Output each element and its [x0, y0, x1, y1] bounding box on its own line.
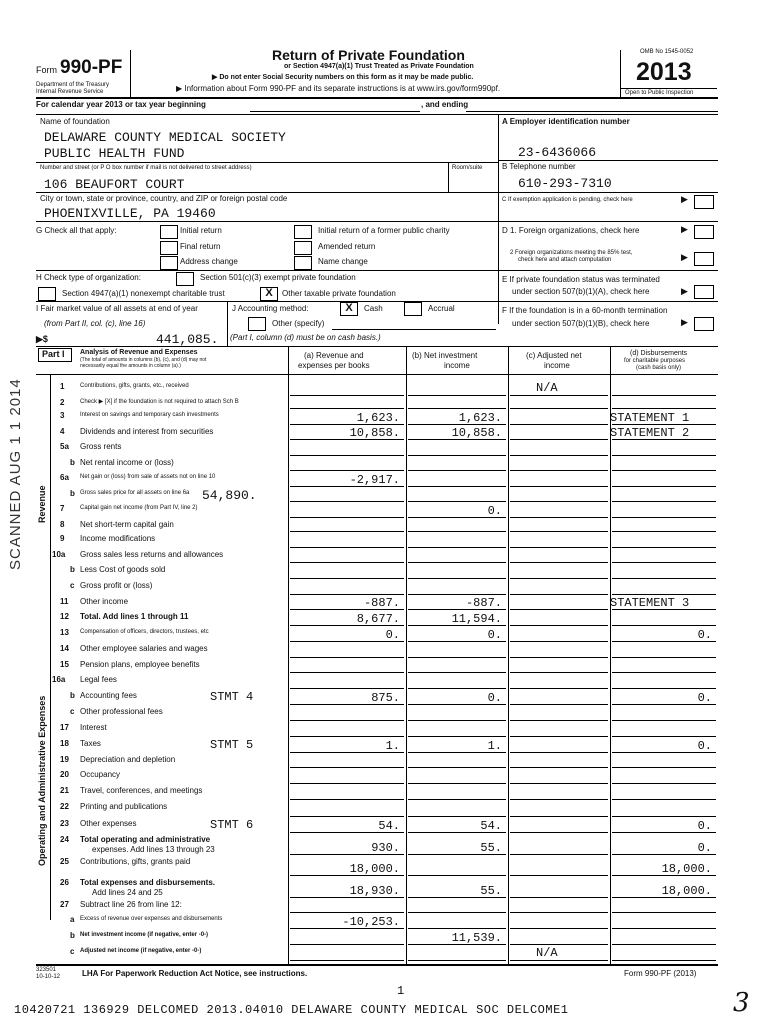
- col-c-header-1: (c) Adjusted net: [526, 351, 582, 360]
- cell-a: 0.: [385, 628, 400, 642]
- d1-label: D 1. Foreign organizations, check here: [502, 226, 640, 235]
- e-label-1: E If private foundation status was terminated: [502, 275, 660, 284]
- footer-form-ref: Form 990-PF (2013): [624, 969, 697, 978]
- h-org-type-label: H Check type of organization:: [36, 273, 141, 282]
- e-checkbox[interactable]: [694, 285, 714, 299]
- row-number: 25: [60, 857, 69, 866]
- row-number: b: [70, 691, 75, 700]
- cell-b: 55.: [480, 841, 502, 855]
- cell-d: STATEMENT 1: [610, 411, 690, 425]
- row-label: Interest on savings and temporary cash investments: [80, 412, 219, 418]
- cell-b: 10,858.: [451, 426, 502, 440]
- row-number: b: [70, 931, 75, 940]
- name-change-checkbox[interactable]: [294, 256, 312, 270]
- row-number: 1: [60, 382, 65, 391]
- row-number: 12: [60, 612, 69, 621]
- and-ending: , and ending: [421, 100, 469, 109]
- col-d-header-3: (cash basis only): [636, 365, 682, 371]
- foundation-name-line2: PUBLIC HEALTH FUND: [44, 146, 185, 161]
- row-number: 17: [60, 723, 69, 732]
- h-501-checkbox[interactable]: [176, 272, 194, 286]
- open-public-text: Open to Public Inspection: [625, 90, 694, 96]
- cell-b: 11,539.: [451, 931, 502, 945]
- i-fmv-source: (from Part II, col. (c), line 16): [44, 319, 146, 328]
- address-change-checkbox[interactable]: [160, 256, 178, 270]
- cell-a: -887.: [363, 596, 400, 610]
- row-number: 19: [60, 755, 69, 764]
- f-checkbox[interactable]: [694, 317, 714, 331]
- d2-checkbox[interactable]: [694, 252, 714, 266]
- row-label: Compensation of officers, directors, trustees, etc: [80, 629, 209, 635]
- cell-d: STATEMENT 2: [610, 426, 690, 440]
- row-label: Subtract line 26 from line 12:: [80, 900, 182, 909]
- accrual-checkbox[interactable]: [404, 302, 422, 316]
- ein-label: A Employer identification number: [502, 117, 630, 126]
- row-number: 8: [60, 520, 65, 529]
- notice-ssn: ▶ Do not enter Social Security numbers on this form as it may be made public.: [212, 74, 474, 81]
- row-inline-value: 54,890.: [202, 488, 257, 503]
- row-number: 9: [60, 534, 65, 543]
- part-i-title: Analysis of Revenue and Expenses: [80, 349, 198, 356]
- d2-arrow-icon: ▶: [681, 252, 688, 262]
- row-number: 13: [60, 628, 69, 637]
- row-label: Net gain or (loss) from sale of assets not on line 10: [80, 474, 216, 480]
- dept-line1: Department of the Treasury: [36, 82, 110, 88]
- cell-b: 11,594.: [451, 612, 502, 626]
- col-a-header-2: expenses per books: [298, 361, 370, 370]
- row-label: Total operating and administrative: [80, 835, 211, 844]
- row-label: Less Cost of goods sold: [80, 565, 166, 574]
- h-other-x-mark: X: [265, 287, 273, 299]
- amended-return-checkbox[interactable]: [294, 241, 312, 255]
- col-d-header-2: for charitable purposes: [624, 358, 686, 364]
- cell-a: -2,917.: [349, 473, 400, 487]
- h-4947-checkbox[interactable]: [38, 287, 56, 301]
- e-label-2: under section 507(b)(1)(A), check here: [512, 287, 650, 296]
- room-label: Room/suite: [452, 165, 483, 171]
- form-title: Return of Private Foundation: [272, 47, 465, 63]
- row-label: Taxes: [80, 739, 101, 748]
- initial-former-checkbox[interactable]: [294, 225, 312, 239]
- cell-d: 0.: [697, 628, 712, 642]
- row-number: 4: [60, 427, 65, 436]
- row-label: Gross profit or (loss): [80, 581, 153, 590]
- initial-return-checkbox[interactable]: [160, 225, 178, 239]
- cell-a: -10,253.: [342, 915, 400, 929]
- row-number: b: [70, 458, 75, 467]
- row-label: Other employee salaries and wages: [80, 644, 208, 653]
- d2-label-b: check here and attach computation: [518, 257, 612, 263]
- side-label-revenue: Revenue: [37, 485, 47, 523]
- col-b-header-2: income: [444, 361, 470, 370]
- cell-d: 0.: [697, 819, 712, 833]
- row-label: Total expenses and disbursements.: [80, 878, 216, 887]
- row-label: Contributions, gifts, grants, etc., received: [80, 383, 189, 389]
- row-number: 21: [60, 786, 69, 795]
- row-label: Check ▶ [X] if the foundation is not required to attach Sch B: [80, 399, 239, 405]
- cell-b: -887.: [465, 596, 502, 610]
- h-4947-label: Section 4947(a)(1) nonexempt charitable trust: [62, 289, 225, 298]
- amended-return-label: Amended return: [318, 242, 376, 251]
- row-number: 15: [60, 660, 69, 669]
- row-number: 11: [60, 597, 69, 606]
- row-label-continued: expenses. Add lines 13 through 23: [92, 845, 215, 854]
- address-change-label: Address change: [180, 257, 238, 266]
- phone-label: B Telephone number: [502, 162, 576, 171]
- row-label: Net investment income (if negative, enter -0-): [80, 932, 209, 938]
- street-address: 106 BEAUFORT COURT: [44, 177, 185, 192]
- part-i-label-box: [38, 348, 72, 362]
- row-label: Accounting fees: [80, 691, 137, 700]
- row-label-continued: Add lines 24 and 25: [92, 888, 163, 897]
- row-label: Net short-term capital gain: [80, 520, 174, 529]
- i-fmv-value: 441,085.: [156, 332, 219, 347]
- row-number: 20: [60, 770, 69, 779]
- cell-d: 18,000.: [661, 862, 712, 876]
- footer-page-number: 1: [397, 984, 405, 998]
- row-number: c: [70, 581, 75, 590]
- cell-b: 0.: [487, 691, 502, 705]
- row-number: 22: [60, 802, 69, 811]
- footer-code: 323501: [36, 967, 57, 973]
- row-label: Legal fees: [80, 675, 117, 684]
- row-statement-ref: STMT 5: [210, 738, 254, 752]
- row-number: 10a: [52, 550, 66, 559]
- omb-number: OMB No 1545-0052: [640, 49, 694, 55]
- row-number: b: [70, 565, 75, 574]
- exempt-arrow-icon: ▶: [681, 194, 688, 204]
- row-label: Net rental income or (loss): [80, 458, 174, 467]
- form-number: 990-PF: [60, 57, 123, 78]
- row-label: Gross sales less returns and allowances: [80, 550, 224, 559]
- row-number: 3: [60, 411, 65, 420]
- cell-a: 1.: [385, 739, 400, 753]
- row-label: Travel, conferences, and meetings: [80, 786, 203, 795]
- cell-a: 875.: [371, 691, 400, 705]
- cash-checkbox[interactable]: [340, 302, 358, 316]
- part-i-note1: (The total of amounts in columns (b), (c), and (d) may not: [80, 357, 207, 363]
- row-number: 2: [60, 398, 65, 407]
- cell-d: 18,000.: [661, 884, 712, 898]
- e-arrow-icon: ▶: [681, 286, 688, 296]
- tax-year: 2013: [636, 58, 692, 86]
- row-number: b: [70, 489, 75, 498]
- calendar-line: For calendar year 2013 or tax year beginning: [36, 100, 206, 109]
- side-label-expenses: Operating and Administrative Expenses: [37, 695, 47, 866]
- row-number: c: [70, 707, 75, 716]
- row-number: 7: [60, 504, 65, 513]
- city-state-zip: PHOENIXVILLE, PA 19460: [44, 206, 216, 221]
- i-fmv-label: I Fair market value of all assets at end of year: [36, 304, 198, 313]
- row-label: Gross sales price for all assets on line 6a: [80, 490, 190, 496]
- col-a-header-1: (a) Revenue and: [304, 351, 364, 360]
- row-number: 27: [60, 900, 69, 909]
- cell-a: 18,930.: [349, 884, 400, 898]
- ein-value: 23-6436066: [518, 145, 597, 160]
- cell-b: 1.: [487, 739, 502, 753]
- row-number: 24: [60, 835, 69, 844]
- row-number: 23: [60, 819, 69, 828]
- row-label: Income modifications: [80, 534, 156, 543]
- h-501-label: Section 501(c)(3) exempt private foundation: [200, 273, 356, 282]
- row-number: 16a: [52, 675, 66, 684]
- scanned-stamp: SCANNED AUG 1 1 2014: [7, 378, 24, 570]
- cell-b: 1,623.: [458, 411, 502, 425]
- cell-d: 0.: [697, 841, 712, 855]
- col-d-header-1: (d) Disbursements: [630, 350, 688, 357]
- row-number: a: [70, 915, 75, 924]
- cell-d: 0.: [697, 739, 712, 753]
- row-label: Other expenses: [80, 819, 137, 828]
- row-label: Interest: [80, 723, 107, 732]
- cell-a: 8,677.: [356, 612, 400, 626]
- other-method-label: Other (specify): [272, 319, 325, 328]
- cell-b: 55.: [480, 884, 502, 898]
- row-label: Gross rents: [80, 442, 122, 451]
- city-label: City or town, state or province, country, and ZIP or foreign postal code: [40, 194, 288, 203]
- form-prefix: Form: [36, 65, 57, 75]
- accrual-label: Accrual: [428, 304, 455, 313]
- row-label: Total. Add lines 1 through 11: [80, 612, 189, 621]
- row-number: 18: [60, 739, 69, 748]
- initial-return-label: Initial return: [180, 226, 222, 235]
- form-subtitle: or Section 4947(a)(1) Trust Treated as Private Foundation: [284, 63, 474, 70]
- phone-value: 610-293-7310: [518, 176, 612, 191]
- row-statement-ref: STMT 6: [210, 818, 254, 832]
- final-return-checkbox[interactable]: [160, 241, 178, 255]
- footer-code-date: 10-10-12: [36, 974, 61, 980]
- row-label: Adjusted net income (if negative, enter -0-): [80, 948, 202, 954]
- d1-checkbox[interactable]: [694, 225, 714, 239]
- row-number: 26: [60, 878, 69, 887]
- col-c-header-2: income: [544, 361, 570, 370]
- j-cash-basis-note: (Part I, column (d) must be on cash basis.): [230, 333, 381, 342]
- street-label: Number and street (or P O box number if mail is not delivered to street address): [40, 165, 252, 171]
- row-label: Depreciation and depletion: [80, 755, 176, 764]
- cell-a: 18,000.: [349, 862, 400, 876]
- footer-lha: LHA For Paperwork Reduction Act Notice, see instructions.: [82, 969, 308, 978]
- row-label: Capital gain net income (from Part IV, line 2): [80, 505, 198, 511]
- row-label: Occupancy: [80, 770, 121, 779]
- row-label: Other income: [80, 597, 129, 606]
- col-b-header-1: (b) Net investment: [412, 351, 478, 360]
- row-number: 5a: [60, 442, 69, 451]
- row-label: Excess of revenue over expenses and disbursements: [80, 916, 223, 922]
- exempt-pending-checkbox[interactable]: [694, 195, 714, 209]
- final-return-label: Final return: [180, 242, 221, 251]
- cell-a: 930.: [371, 841, 400, 855]
- cell-b: 0.: [487, 504, 502, 518]
- cell-c: N/A: [536, 381, 558, 395]
- cell-b: 0.: [487, 628, 502, 642]
- exempt-pending-label: C If exemption application is pending, check here: [502, 197, 633, 203]
- cell-a: 1,623.: [356, 411, 400, 425]
- cell-d: STATEMENT 3: [610, 596, 690, 610]
- d1-arrow-icon: ▶: [681, 224, 688, 234]
- h-other-label: Other taxable private foundation: [282, 289, 396, 298]
- row-label: Printing and publications: [80, 802, 168, 811]
- cell-d: 0.: [697, 691, 712, 705]
- part-i-note2: necessarily equal the amounts in column (a).): [80, 363, 181, 369]
- dept-line2: Internal Revenue Service: [36, 89, 104, 95]
- d2-label-a: 2 Foreign organizations meeting the 85% test,: [510, 250, 633, 256]
- h-other-checkbox[interactable]: [260, 287, 278, 301]
- row-number: 6a: [60, 473, 69, 482]
- g-check-label: G Check all that apply:: [36, 226, 117, 235]
- other-method-checkbox[interactable]: [248, 317, 266, 331]
- name-change-label: Name change: [318, 257, 368, 266]
- footer-bottom-line: 10420721 136929 DELCOMED 2013.04010 DELAWARE COUNTY MEDICAL SOC DELCOME1: [14, 1003, 569, 1017]
- f-arrow-icon: ▶: [681, 317, 688, 327]
- row-label: Pension plans, employee benefits: [80, 660, 200, 669]
- notice-info: ▶ Information about Form 990-PF and its separate instructions is at www.irs.gov/form990pf.: [176, 84, 501, 93]
- cell-c: N/A: [536, 946, 558, 960]
- row-number: c: [70, 947, 75, 956]
- row-statement-ref: STMT 4: [210, 690, 254, 704]
- part-i-label: Part I: [42, 349, 65, 359]
- name-label: Name of foundation: [40, 117, 110, 126]
- f-label-1: F If the foundation is in a 60-month termination: [502, 306, 668, 315]
- handwritten-number: 3: [733, 988, 750, 1018]
- cash-label: Cash: [364, 304, 383, 313]
- cell-a: 54.: [378, 819, 400, 833]
- i-dollar-prefix: ▶$: [36, 334, 48, 344]
- row-label: Other professional fees: [80, 707, 163, 716]
- foundation-name-line1: DELAWARE COUNTY MEDICAL SOCIETY: [44, 130, 286, 145]
- row-label: Contributions, gifts, grants paid: [80, 857, 191, 866]
- cash-x-mark: X: [345, 302, 353, 314]
- j-method-label: J Accounting method:: [232, 304, 309, 313]
- row-number: 14: [60, 644, 69, 653]
- cell-a: 10,858.: [349, 426, 400, 440]
- row-label: Dividends and interest from securities: [80, 427, 214, 436]
- f-label-2: under section 507(b)(1)(B), check here: [512, 319, 650, 328]
- initial-former-label: Initial return of a former public charity: [318, 226, 450, 235]
- cell-b: 54.: [480, 819, 502, 833]
